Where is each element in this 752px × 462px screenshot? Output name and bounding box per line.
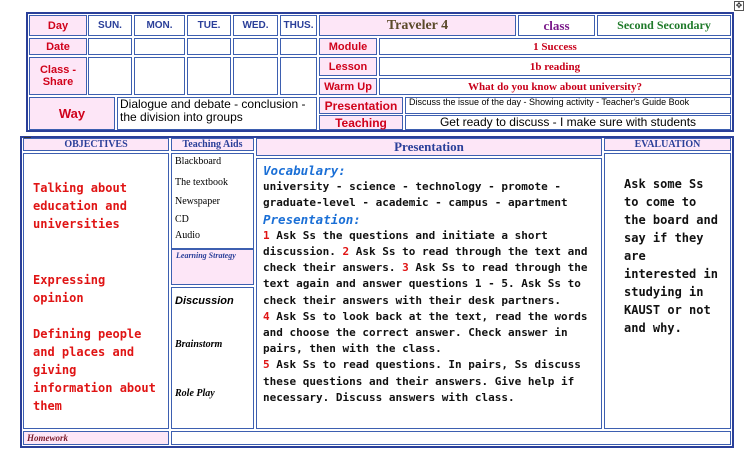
strategies-cell bbox=[171, 287, 254, 429]
lesson-value: 1b reading bbox=[379, 57, 731, 76]
step-text: Ask Ss the questions and initiate a short discussion. bbox=[263, 228, 548, 259]
teaching-aids-header: Teaching Aids bbox=[171, 138, 254, 151]
date-tue[interactable] bbox=[187, 38, 231, 55]
date-sun[interactable] bbox=[88, 38, 132, 55]
share-thus[interactable] bbox=[280, 57, 317, 95]
learning-strategy-label: Learning Strategy bbox=[171, 249, 254, 285]
vocab-title: Vocabulary: bbox=[263, 163, 346, 178]
day-tue: TUE. bbox=[187, 15, 231, 36]
class-share-label: Class - Share bbox=[29, 57, 87, 95]
strategy-discussion: Discussion bbox=[175, 295, 234, 307]
share-mon[interactable] bbox=[134, 57, 185, 95]
step-4 bbox=[263, 309, 596, 358]
move-handle-icon[interactable]: ✥ bbox=[735, 1, 743, 10]
share-tue[interactable] bbox=[187, 57, 231, 95]
step-text: Ask Ss to look back at the text, read the words and choose the correct answer. Check answer in pairs, then with the class. bbox=[263, 309, 588, 356]
strategy-brainstorm: Brainstorm bbox=[175, 339, 223, 350]
objective-1: Talking about education and universities bbox=[33, 181, 127, 231]
presentation-text bbox=[263, 163, 596, 406]
way-value: Dialogue and debate - conclusion - the division into groups bbox=[117, 97, 317, 130]
book-title: Traveler 4 bbox=[319, 15, 516, 36]
steps-block bbox=[263, 228, 596, 309]
step-text: Ask Ss to read through the text again and answer questions 1 - 5. Ask Ss to check their answers with their desk partners. bbox=[263, 261, 588, 307]
step-number: 4 bbox=[263, 309, 270, 323]
class-value: Second Secondary bbox=[597, 15, 731, 36]
day-mon: MON. bbox=[134, 15, 185, 36]
way-label: Way bbox=[29, 97, 115, 130]
day-label: Day bbox=[29, 15, 87, 36]
evaluation-text: Ask some Ss to come to the board and say if they are interested in studying in KAUST or not and why. bbox=[624, 177, 718, 335]
date-thus[interactable] bbox=[280, 38, 317, 55]
share-wed[interactable] bbox=[233, 57, 278, 95]
teaching-value: Get ready to discuss - I make sure with students bbox=[405, 115, 731, 130]
module-value: 1 Success bbox=[379, 38, 731, 55]
day-thus: THUS. bbox=[280, 15, 317, 36]
aid-audio: Audio bbox=[175, 230, 200, 241]
objectives-header: OBJECTIVES bbox=[23, 138, 169, 151]
step-5 bbox=[263, 357, 596, 406]
presentation-header: Presentation bbox=[256, 138, 602, 156]
presentation-title: Presentation: bbox=[263, 211, 361, 227]
presentation-value: Discuss the issue of the day - Showing activity - Teacher's Guide Book bbox=[405, 97, 731, 114]
date-mon[interactable] bbox=[134, 38, 185, 55]
day-wed: WED. bbox=[233, 15, 278, 36]
aid-textbook: The textbook bbox=[175, 177, 229, 188]
aid-cd: CD bbox=[175, 214, 189, 225]
warmup-label: Warm Up bbox=[319, 78, 377, 95]
step-number: 2 bbox=[342, 245, 350, 259]
share-sun[interactable] bbox=[88, 57, 132, 95]
date-wed[interactable] bbox=[233, 38, 278, 55]
presentation-label: Presentation bbox=[319, 97, 403, 114]
day-sun: SUN. bbox=[88, 15, 132, 36]
homework-label: Homework bbox=[23, 431, 169, 445]
aid-newspaper: Newspaper bbox=[175, 196, 220, 207]
step-number: 3 bbox=[402, 261, 409, 275]
step-number: 5 bbox=[263, 358, 270, 372]
module-label: Module bbox=[319, 38, 377, 55]
homework-value[interactable] bbox=[171, 431, 731, 445]
evaluation-header: EVALUATION bbox=[604, 138, 731, 151]
warmup-value: What do you know about university? bbox=[379, 78, 731, 95]
strategy-role-play: Role Play bbox=[175, 388, 215, 399]
lesson-label: Lesson bbox=[319, 57, 377, 76]
objective-3: Defining people and places and giving information about them bbox=[33, 327, 156, 413]
teaching-label: Teaching bbox=[319, 115, 403, 130]
step-number: 1 bbox=[263, 228, 270, 242]
class-label: class bbox=[518, 15, 595, 36]
date-label: Date bbox=[29, 38, 87, 55]
step-text: Ask Ss to read questions. In pairs, Ss discuss these questions and their answers. Give help if necessary. Discuss answers with class. bbox=[263, 358, 581, 404]
objective-2: Expressing opinion bbox=[33, 273, 106, 305]
step-text: Ask Ss to read through the text and check their answers. bbox=[263, 245, 588, 275]
vocab-words: university - science - technology - promote - graduate-level - academic - campus - apartment bbox=[263, 180, 568, 210]
aid-blackboard: Blackboard bbox=[175, 156, 222, 167]
